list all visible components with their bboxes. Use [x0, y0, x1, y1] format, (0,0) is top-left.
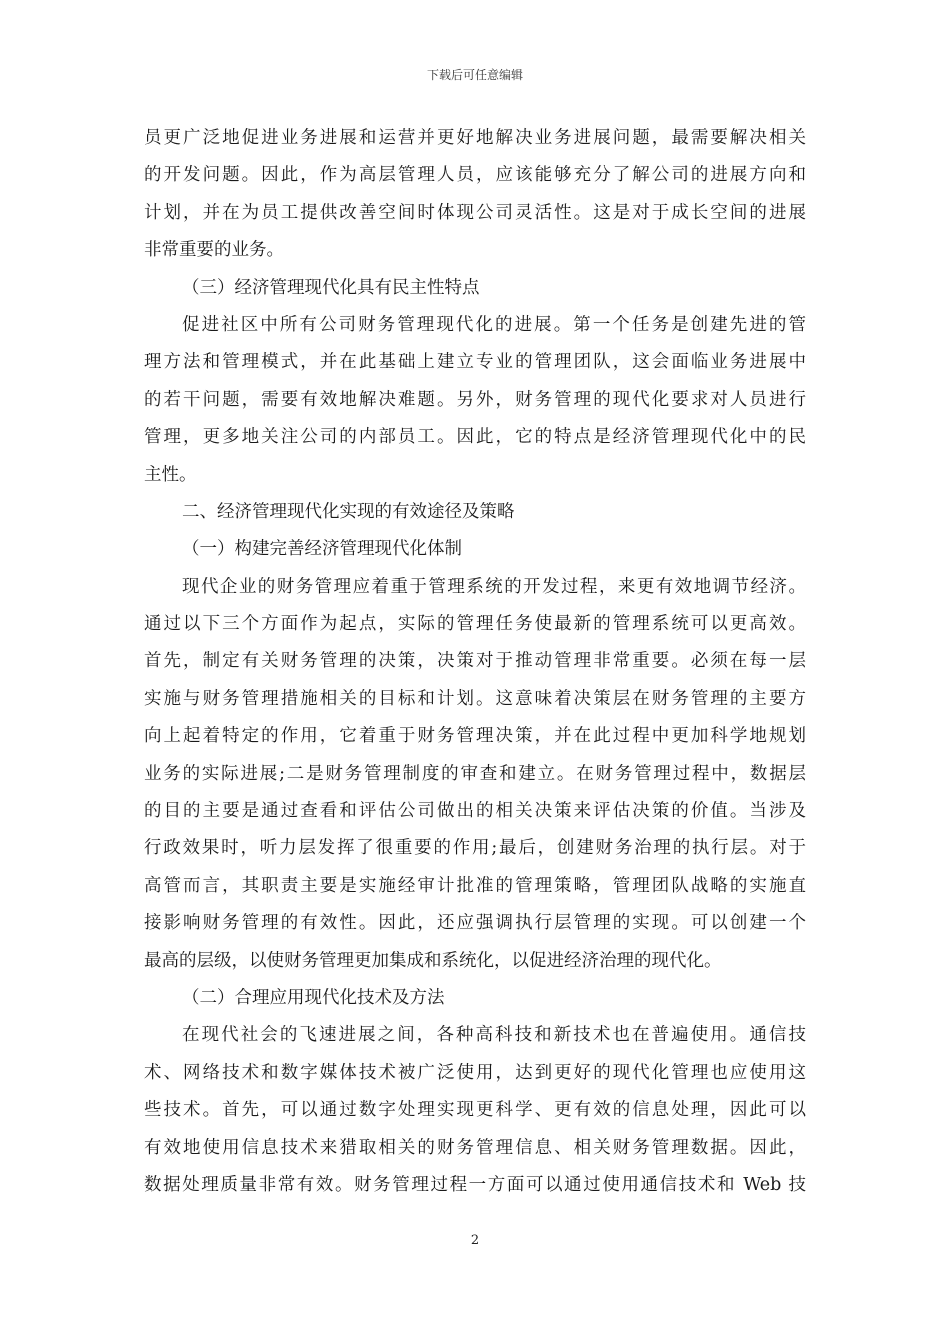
text-line: 计划，并在为员工提供改善空间时体现公司灵活性。这是对于成长空间的进展: [144, 202, 806, 223]
page-header: 下载后可任意编辑: [426, 68, 523, 82]
text-line: 通过以下三个方面作为起点，实际的管理任务使最新的管理系统可以更高效。: [144, 614, 806, 635]
text-line: 理方法和管理模式，并在此基础上建立专业的管理团队，这会面临业务进展中: [144, 352, 806, 373]
text-line: 员更广泛地促进业务进展和运营并更好地解决业务进展问题，最需要解决相关: [144, 128, 806, 148]
page-number: 2: [470, 1233, 480, 1248]
text-line: 向上起着特定的作用，它着重于财务管理决策，并在此过程中更加科学地规划: [144, 726, 806, 747]
text-line: 高管而言，其职责主要是实施经审计批准的管理策略，管理团队战略的实施直: [144, 875, 806, 896]
text-line: 行政效果时，听力层发挥了很重要的作用;最后，创建财务治理的执行层。对于: [144, 838, 806, 859]
text-line: 些技术。首先，可以通过数字处理实现更科学、更有效的信息处理，因此可以: [144, 1100, 806, 1121]
text-line: 二、经济管理现代化实现的有效途径及策略: [182, 501, 515, 522]
text-line: 在现代社会的飞速进展之间，各种高科技和新技术也在普遍使用。通信技: [182, 1025, 806, 1046]
text-line: 非常重要的业务。: [144, 240, 284, 261]
text-line: （三）经济管理现代化具有民主性特点: [182, 277, 480, 298]
text-line: 接影响财务管理的有效性。因此，还应强调执行层管理的实现。可以创建一个: [144, 913, 806, 934]
text-line: 首先，制定有关财务管理的决策，决策对于推动管理非常重要。必须在每一层: [144, 651, 806, 672]
text-line: （二）合理应用现代化技术及方法: [182, 987, 445, 1008]
text-line: （一）构建完善经济管理现代化体制: [182, 539, 462, 560]
text-line: 管理，更多地关注公司的内部员工。因此，它的特点是经济管理现代化中的民: [144, 427, 806, 448]
text-line: 最高的层级，以使财务管理更加集成和系统化，以促进经济治理的现代化。: [144, 950, 722, 971]
text-line: 促进社区中所有公司财务管理现代化的进展。第一个任务是创建先进的管: [182, 314, 806, 335]
text-line: 有效地使用信息技术来猎取相关的财务管理信息、相关财务管理数据。因此，: [144, 1137, 806, 1158]
text-line: 现代企业的财务管理应着重于管理系统的开发过程，来更有效地调节经济。: [182, 576, 806, 597]
text-line: 的目的主要是通过查看和评估公司做出的相关决策来评估决策的价值。当涉及: [144, 801, 806, 822]
text-line: 的开发问题。因此，作为高层管理人员，应该能够充分了解公司的进展方向和: [144, 165, 806, 186]
text-line: 业务的实际进展;二是财务管理制度的审查和建立。在财务管理过程中，数据层: [144, 763, 806, 784]
document-body: [144, 120, 806, 1204]
text-line: 数据处理质量非常有效。财务管理过程一方面可以通过使用通信技术和 Web 技: [144, 1174, 806, 1195]
text-line: 主性。: [144, 464, 197, 485]
text-line: 实施与财务管理措施相关的目标和计划。这意味着决策层在财务管理的主要方: [144, 688, 806, 709]
text-line: 的若干问题，需要有效地解决难题。另外，财务管理的现代化要求对人员进行: [144, 389, 806, 410]
text-line: 术、网络技术和数字媒体技术被广泛使用，达到更好的现代化管理也应使用这: [144, 1062, 806, 1083]
